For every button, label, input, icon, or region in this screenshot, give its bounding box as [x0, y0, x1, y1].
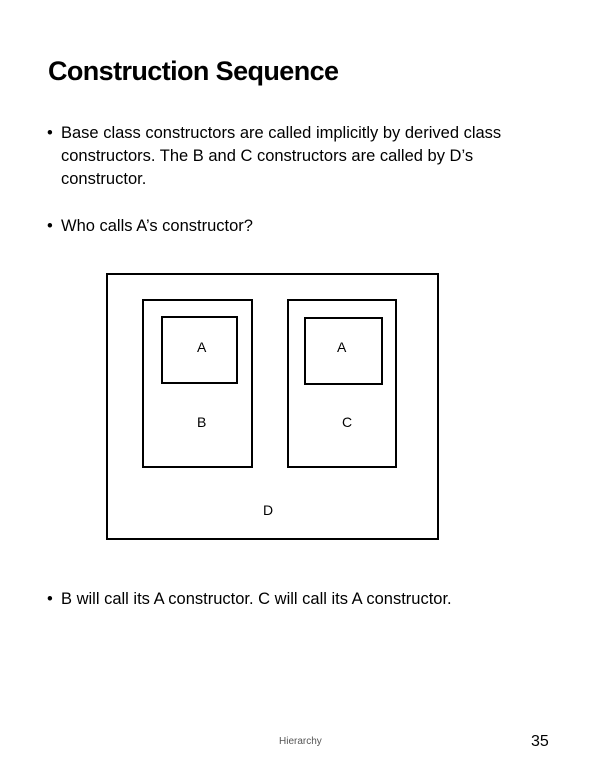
class-b-label: B: [197, 414, 207, 430]
bullet-item: [47, 588, 452, 611]
bullet-text: B will call its A constructor. C will call its A constructor.: [61, 590, 452, 608]
class-c-label: C: [342, 414, 353, 430]
bullet-symbol: •: [47, 124, 53, 142]
page-number: 35: [531, 733, 549, 750]
class-a-label-left: A: [197, 339, 207, 355]
class-a-label-right: A: [337, 339, 347, 355]
bullet-symbol: •: [47, 217, 53, 235]
bullet-text: constructor.: [61, 170, 147, 188]
bullet-item: [47, 215, 253, 238]
class-d-label: D: [263, 502, 274, 518]
bullet-text: Who calls A’s constructor?: [61, 217, 253, 235]
bullet-text: Base class constructors are called implicitly by derived class: [61, 124, 502, 142]
bullet-line: [47, 122, 501, 145]
bullet-line: [47, 215, 253, 238]
bullet-text: constructors. The B and C constructors are called by D’s: [61, 147, 474, 165]
bullet-line: [47, 588, 452, 611]
footer-section-label: Hierarchy: [279, 736, 322, 747]
bullet-symbol: •: [47, 590, 53, 608]
slide-title: Construction Sequence: [48, 56, 339, 86]
bullet-item: [47, 122, 501, 191]
